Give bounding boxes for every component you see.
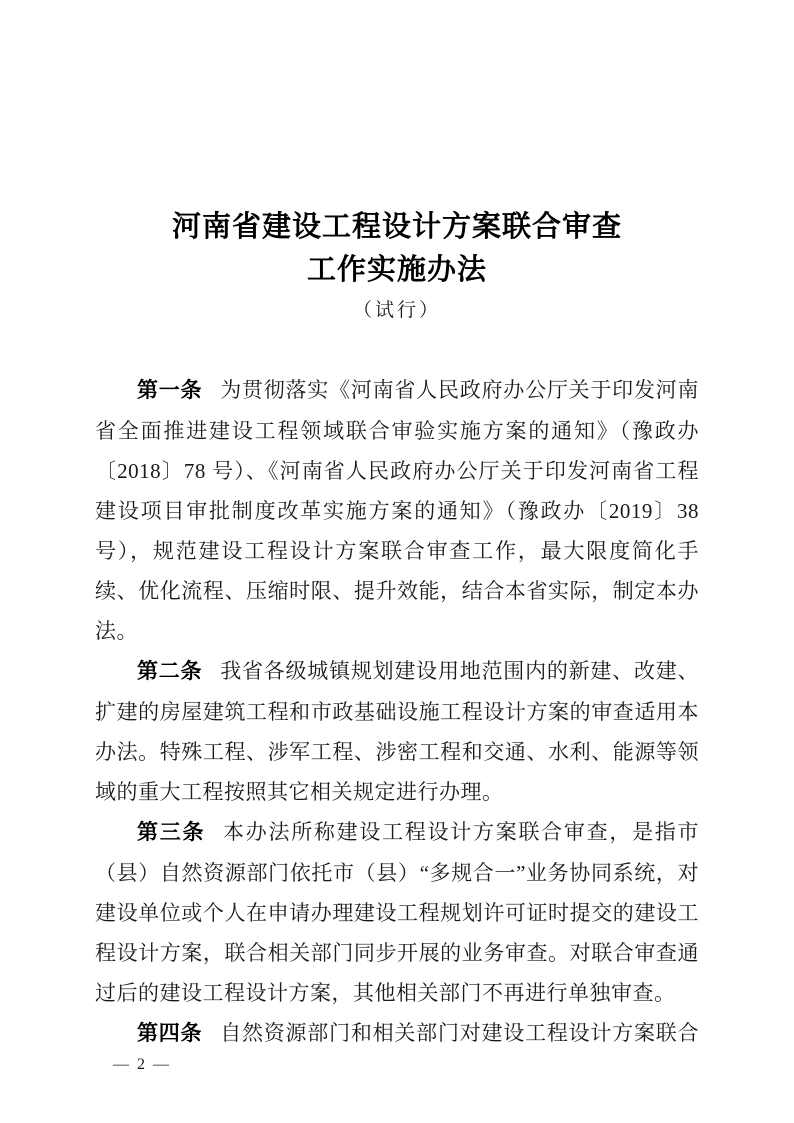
- article-1-text: 为贯彻落实《河南省人民政府办公厅关于印发河南省全面推进建设工程领域联合审验实施方案的通知》（豫政办〔2018〕78 号）、《河南省人民政府办公厅关于印发河南省工程建设项目审批制度改革实施方案的通知》（豫政办〔2019〕38 号），规范建设工程设计方案联合审查工作，最大限度简化手续、优化流程、压缩时限、提升效能，结合本省实际，制定本办法。: [95, 378, 700, 643]
- article-4-label: 第四条: [137, 1022, 203, 1045]
- paragraph-article-3: [95, 812, 699, 1013]
- document-title: [0, 206, 794, 292]
- paragraph-article-2: [95, 651, 699, 812]
- paragraph-article-4: [95, 1013, 699, 1054]
- article-1-label: 第一条: [137, 379, 203, 402]
- page-number: — 2 —: [113, 1056, 171, 1073]
- document-body: [95, 370, 699, 1054]
- article-3-label: 第三条: [137, 821, 206, 844]
- document-title-line1: 河南省建设工程设计方案联合审查: [171, 211, 622, 243]
- article-4-text: 自然资源部门和相关部门对建设工程设计方案联合: [220, 1021, 700, 1045]
- document-subtitle: （试行）: [352, 300, 441, 321]
- document-title-line2: 工作实施办法: [306, 254, 487, 286]
- article-3-text: 本办法所称建设工程设计方案联合审查，是指市（县）自然资源部门依托市（县）“多规合一”业务协同系统，对建设单位或个人在申请办理建设工程规划许可证时提交的建设工程设计方案，联合相关部门同步开展的业务审查。对联合审查通过后的建设工程设计方案，其他相关部门不再进行单独审查。: [95, 820, 700, 1005]
- article-2-label: 第二条: [137, 660, 203, 683]
- paragraph-article-1: [95, 370, 699, 651]
- article-2-text: 我省各级城镇规划建设用地范围内的新建、改建、扩建的房屋建筑工程和市政基础设施工程设计方案的审查适用本办法。特殊工程、涉军工程、涉密工程和交通、水利、能源等领域的重大工程按照其它相关规定进行办理。: [95, 659, 700, 804]
